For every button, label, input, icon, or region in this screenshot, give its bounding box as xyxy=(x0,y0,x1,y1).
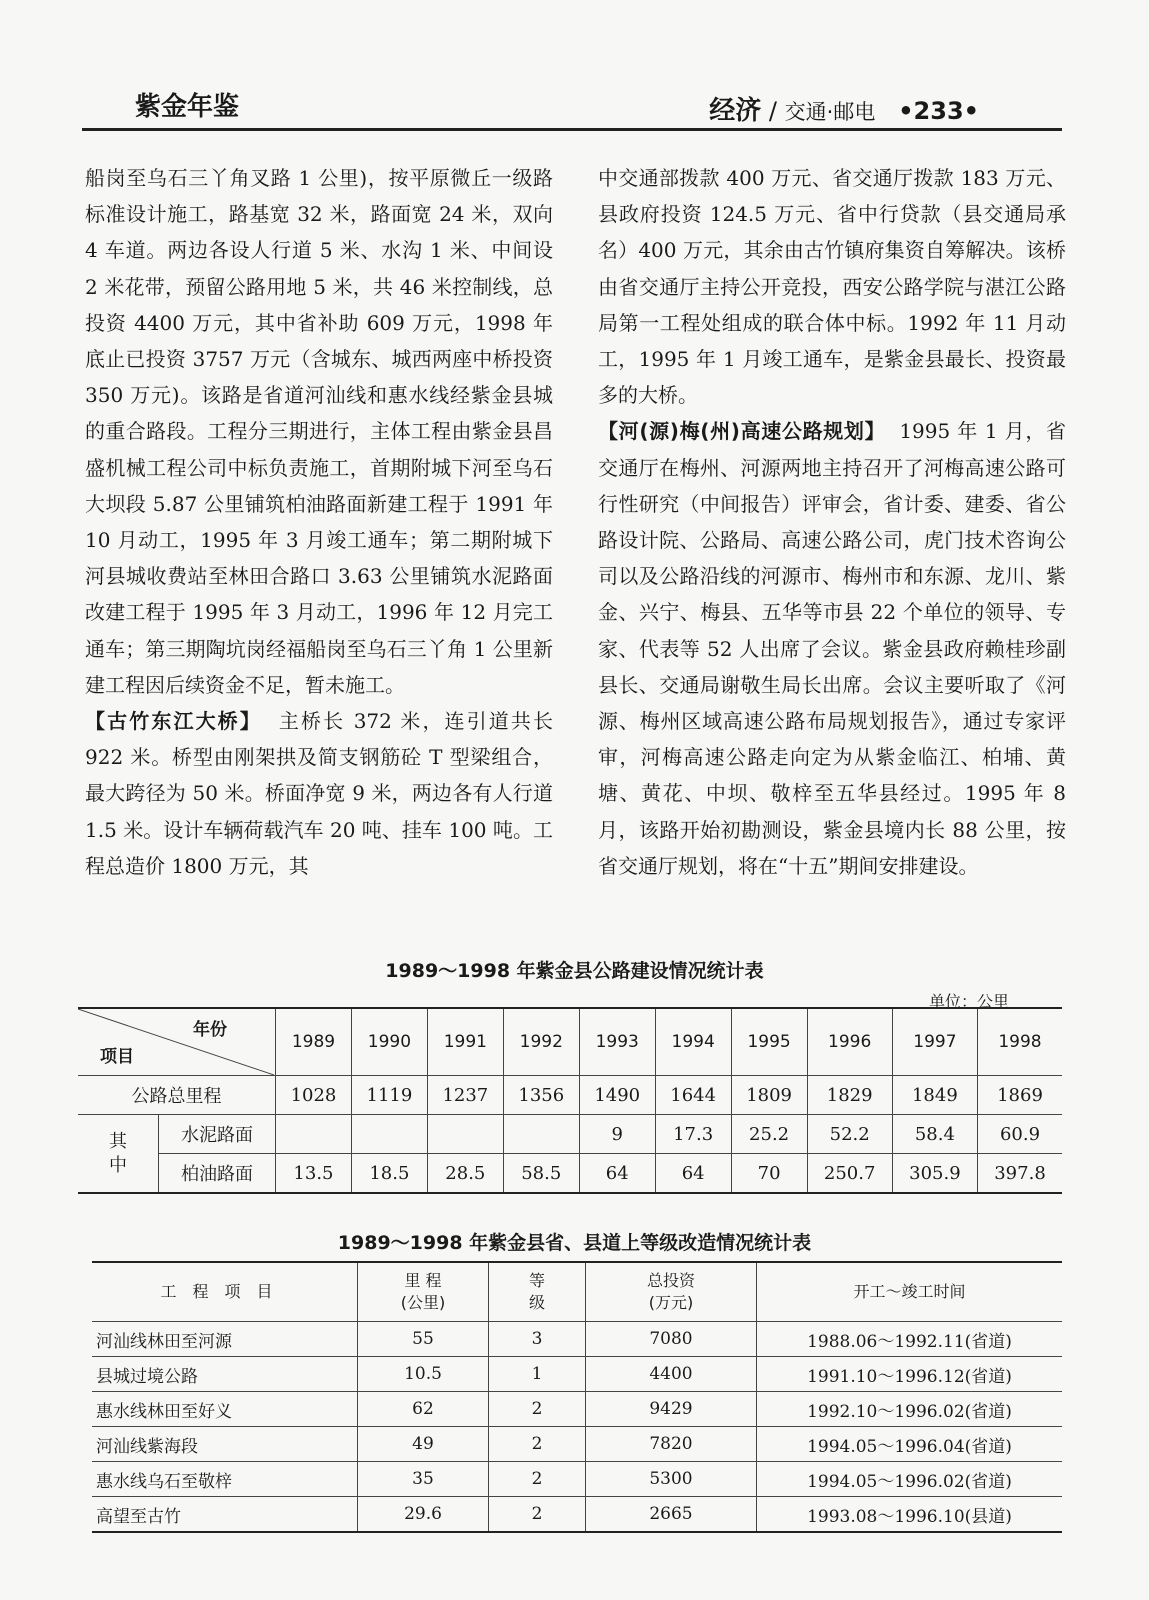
table-cell: 1237 xyxy=(427,1076,503,1115)
period-cell: 1988.06～1992.11(省道) xyxy=(757,1322,1063,1357)
project-name: 县城过境公路 xyxy=(92,1357,358,1392)
header-text: 工程项目 xyxy=(160,1282,289,1301)
table-row xyxy=(78,1115,1062,1154)
table-cell: 1829 xyxy=(807,1076,892,1115)
row-label: 柏油路面 xyxy=(159,1154,276,1194)
header-rule xyxy=(82,128,1062,131)
diagonal-header-cell xyxy=(78,1008,276,1076)
paragraph: 船岗至乌石三丫角叉路 1 公里)，按平原微丘一级路标准设计施工，路基宽 32 米，路面宽 24 米，双向 4 车道。两边各设人行道 5 米、水沟 1 米、中间设 2 米花带，预留公路用地 5 米，共 46 米控制线，总投资 4400 万元，其中省补助 609 万元，1998 年底止已投资 3757 万元（含城东、城西两座中桥投资 350 万元)。该路是省道河汕线和惠水线经紫金县城的重合路段。工程分三期进行，主体工程由紫金县昌盛机械工程公司中标负责施工，首期附城下河至乌石大坝段 5.87 公里铺筑柏油路面新建工程于 1991 年 10 月动工，1995 年 3 月竣工通车；第二期附城下河县城收费站至林田合路口 3.63 公里铺筑水泥路面改建工程于 1995 年 3 月动工，1996 年 12 月完工通车；第三期陶坑岗经福船岗至乌石三丫角 1 公里新建工程因后续资金不足，暂未施工。 xyxy=(85,166,553,697)
header-text: 等 xyxy=(528,1271,545,1290)
table-cell: 1490 xyxy=(579,1076,655,1115)
table-cell: 58.4 xyxy=(892,1115,977,1154)
table-row xyxy=(92,1427,1062,1462)
table-row xyxy=(92,1497,1062,1533)
paragraph xyxy=(85,703,553,884)
table-cell: 13.5 xyxy=(276,1154,352,1194)
table-row xyxy=(92,1462,1062,1497)
length-cell: 49 xyxy=(358,1427,489,1462)
entry-title: 【河(源)梅(州)高速公路规划】 xyxy=(598,419,886,444)
yearbook-title: 紫金年鉴 xyxy=(135,92,240,122)
length-cell: 29.6 xyxy=(358,1497,489,1533)
table-cell: 52.2 xyxy=(807,1115,892,1154)
year-header: 1997 xyxy=(892,1008,977,1076)
corner-year-label: 年份 xyxy=(193,1020,227,1040)
table-cell: 1644 xyxy=(655,1076,731,1115)
project-name: 河汕线紫海段 xyxy=(92,1427,358,1462)
year-header: 1989 xyxy=(276,1008,352,1076)
entry-body: 主桥长 372 米，连引道共长 922 米。桥型由刚架拱及简支钢筋砼 T 型梁组合，最大跨径为 50 米。桥面净宽 9 米，两边各有人行道 1.5 米。设计车辆荷载汽车 20 吨、挂车 100 吨。工程总造价 1800 万元，其 xyxy=(85,709,554,878)
header-text: 级 xyxy=(528,1293,545,1312)
header-separator: / xyxy=(768,97,777,125)
header-length xyxy=(358,1262,489,1322)
project-name: 河汕线林田至河源 xyxy=(92,1322,358,1357)
investment-cell: 7080 xyxy=(586,1322,757,1357)
page-number: •233• xyxy=(898,97,979,125)
project-name: 惠水线林田至好义 xyxy=(92,1392,358,1427)
investment-cell: 4400 xyxy=(586,1357,757,1392)
entry-title: 【古竹东江大桥】 xyxy=(85,709,262,734)
table-row xyxy=(92,1322,1062,1357)
grade-cell: 1 xyxy=(489,1357,586,1392)
year-header: 1998 xyxy=(978,1008,1063,1076)
table-header-row xyxy=(92,1262,1062,1322)
right-column xyxy=(598,160,1066,884)
period-cell: 1994.05～1996.04(省道) xyxy=(757,1427,1063,1462)
table-cell: 64 xyxy=(655,1154,731,1194)
period-cell: 1993.08～1996.10(县道) xyxy=(757,1497,1063,1533)
length-cell: 35 xyxy=(358,1462,489,1497)
header-text: (公里) xyxy=(400,1293,446,1312)
header-text: 总投资 xyxy=(646,1271,695,1290)
road-stats-table xyxy=(78,1007,1062,1194)
table1-unit: 单位：公里 xyxy=(928,992,1009,1011)
header-period: 开工～竣工时间 xyxy=(757,1262,1063,1322)
investment-cell: 7820 xyxy=(586,1427,757,1462)
row-label: 水泥路面 xyxy=(159,1115,276,1154)
entry-body: 1995 年 1 月，省交通厅在梅州、河源两地主持召开了河梅高速公路可行性研究（中间报告）评审会，省计委、建委、省公路设计院、公路局、高速公路公司，虎门技术咨询公司以及公路沿线的河源市、梅州市和东源、龙川、紫金、兴宁、梅县、五华等市县 22 个单位的领导、专家、代表等 52 人出席了会议。紫金县政府赖桂珍副县长、交通局谢敬生局长出席。会议主要听取了《河源、梅州区域高速公路布局规划报告》，通过专家评审，河梅高速公路走向定为从紫金临江、柏埔、黄塘、黄花、中坝、敬梓至五华县经过。1995 年 8 月，该路开始初勘测设，紫金县境内长 88 公里，按省交通厅规划，将在“十五”期间安排建设。 xyxy=(598,419,1067,878)
table-cell xyxy=(503,1115,579,1154)
group-label xyxy=(78,1115,159,1194)
grade-cell: 3 xyxy=(489,1322,586,1357)
row-label: 公路总里程 xyxy=(78,1076,276,1115)
table-cell: 250.7 xyxy=(807,1154,892,1194)
table-row xyxy=(92,1357,1062,1392)
table-cell: 28.5 xyxy=(427,1154,503,1194)
table-cell: 18.5 xyxy=(351,1154,427,1194)
section-header xyxy=(709,90,979,127)
header-text: 里 程 xyxy=(404,1271,442,1290)
header-project xyxy=(92,1262,358,1322)
table-row xyxy=(78,1154,1062,1194)
table-cell: 1869 xyxy=(978,1076,1063,1115)
investment-cell: 9429 xyxy=(586,1392,757,1427)
year-header: 1991 xyxy=(427,1008,503,1076)
grade-cell: 2 xyxy=(489,1462,586,1497)
length-cell: 62 xyxy=(358,1392,489,1427)
section-name: 经济 xyxy=(709,96,762,126)
year-header: 1996 xyxy=(807,1008,892,1076)
table-cell: 1356 xyxy=(503,1076,579,1115)
table-cell: 58.5 xyxy=(503,1154,579,1194)
grade-cell: 2 xyxy=(489,1497,586,1533)
period-cell: 1991.10～1996.12(省道) xyxy=(757,1357,1063,1392)
group-label-char: 其 xyxy=(109,1130,127,1152)
year-header: 1993 xyxy=(579,1008,655,1076)
grade-cell: 2 xyxy=(489,1392,586,1427)
table-cell: 1809 xyxy=(731,1076,807,1115)
period-cell: 1994.05～1996.02(省道) xyxy=(757,1462,1063,1497)
table-cell: 64 xyxy=(579,1154,655,1194)
table-cell: 25.2 xyxy=(731,1115,807,1154)
period-cell: 1992.10～1996.02(省道) xyxy=(757,1392,1063,1427)
table-row xyxy=(78,1076,1062,1115)
table-cell: 9 xyxy=(579,1115,655,1154)
year-header: 1990 xyxy=(351,1008,427,1076)
paragraph: 中交通部拨款 400 万元、省交通厅拨款 183 万元、县政府投资 124.5 万元、省中行贷款（县交通局承名）400 万元，其余由古竹镇府集资自筹解决。该桥由省交通厅主持公开竞投，西安公路学院与湛江公路局第一工程处组成的联合体中标。1992 年 11 月动工，1995 年 1 月竣工通车，是紫金县最长、投资最多的大桥。 xyxy=(598,166,1066,408)
table-cell: 397.8 xyxy=(978,1154,1063,1194)
table1-title: 1989～1998 年紫金县公路建设情况统计表 xyxy=(385,960,764,982)
table-cell: 17.3 xyxy=(655,1115,731,1154)
table-row xyxy=(92,1392,1062,1427)
header-text: (万元) xyxy=(648,1293,694,1312)
group-label-char: 中 xyxy=(109,1154,127,1176)
grade-cell: 2 xyxy=(489,1427,586,1462)
project-name: 高望至古竹 xyxy=(92,1497,358,1533)
year-header: 1995 xyxy=(731,1008,807,1076)
left-column xyxy=(85,160,553,884)
year-header: 1994 xyxy=(655,1008,731,1076)
year-header: 1992 xyxy=(503,1008,579,1076)
table-cell xyxy=(427,1115,503,1154)
table-cell: 1119 xyxy=(351,1076,427,1115)
table-header-row xyxy=(78,1008,1062,1076)
table-cell xyxy=(276,1115,352,1154)
investment-cell: 2665 xyxy=(586,1497,757,1533)
table2-title: 1989～1998 年紫金县省、县道上等级改造情况统计表 xyxy=(337,1232,812,1254)
table-cell: 305.9 xyxy=(892,1154,977,1194)
table-cell xyxy=(351,1115,427,1154)
table-cell: 1028 xyxy=(276,1076,352,1115)
investment-cell: 5300 xyxy=(586,1462,757,1497)
table-cell: 70 xyxy=(731,1154,807,1194)
table-cell: 1849 xyxy=(892,1076,977,1115)
corner-item-label: 项目 xyxy=(100,1047,134,1067)
subsection-name: 交通·邮电 xyxy=(784,100,876,124)
paragraph xyxy=(598,413,1066,884)
header-investment xyxy=(586,1262,757,1322)
project-name: 惠水线乌石至敬梓 xyxy=(92,1462,358,1497)
length-cell: 10.5 xyxy=(358,1357,489,1392)
length-cell: 55 xyxy=(358,1322,489,1357)
header-grade xyxy=(489,1262,586,1322)
upgrade-stats-table xyxy=(92,1261,1062,1533)
table-cell: 60.9 xyxy=(978,1115,1063,1154)
